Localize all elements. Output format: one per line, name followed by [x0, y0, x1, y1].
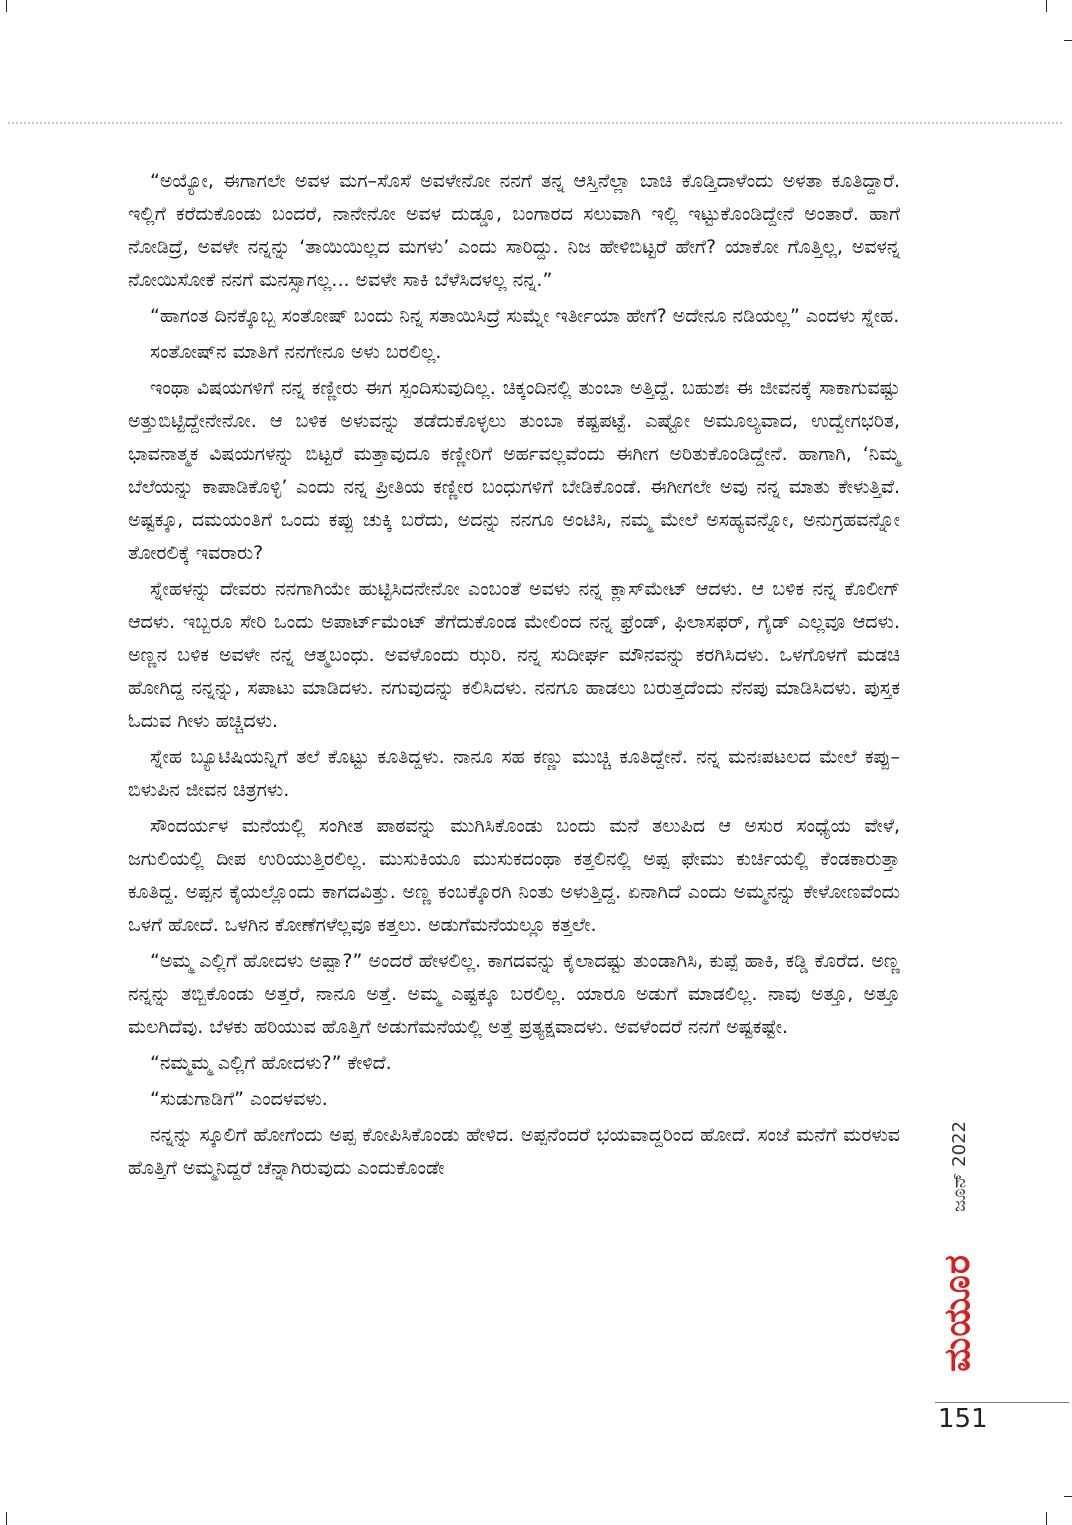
- article-body: [128, 165, 900, 1188]
- header-dotted-rule: [8, 122, 1062, 124]
- issue-date-text: ಜೂನ್ 2022: [948, 1120, 970, 1212]
- crop-mark-top-left: [6, 0, 7, 12]
- crop-mark-right-lower: [1064, 1496, 1072, 1497]
- paragraph-6: ಸ್ನೇಹ ಬ್ಯೂಟಿಷಿಯನ್ನಿಗೆ ತಲೆ ಕೊಟ್ಟು ಕೂತಿದ್ದಳು. ನಾನೂ ಸಹ ಕಣ್ಣು ಮುಚ್ಚಿ ಕೂತಿದ್ದೇನೆ. ನನ್ನ ಮನಃಪಟಲದ ಮೇಲೆ ಕಪ್ಪು–ಬಿಳುಪಿನ ಜೀವನ ಚಿತ್ರಗಳು.: [128, 746, 900, 801]
- magazine-logo: [935, 1225, 981, 1400]
- crop-mark-right-upper: [1064, 40, 1072, 41]
- paragraph-5: ಸ್ನೇಹಳನ್ನು ದೇವರು ನನಗಾಗಿಯೇ ಹುಟ್ಟಿಸಿದನೇನೋ ಎಂಬಂತೆ ಅವಳು ನನ್ನ ಕ್ಲಾಸ್‌ಮೇಟ್ ಆದಳು. ಆ ಬಳಿಕ ನನ್ನ ಕೊಲೀಗ್ ಆದಳು. ಇಬ್ಬರೂ ಸೇರಿ ಒಂದು ಅಪಾರ್ಟ್‌ಮೆಂಟ್ ತೆಗೆದುಕೊಂಡ ಮೇಲಿಂದ ನನ್ನ ಫ್ರೆಂಡ್, ಫಿಲಾಸಫರ್, ಗೈಡ್ ಎಲ್ಲವೂ ಆದಳು. ಅಣ್ಣನ ಬಳಿಕ ಅವಳೇ ನನ್ನ ಆತ್ಮಬಂಧು. ಅವಳೊಂದು ಝರಿ. ನನ್ನ ಸುದೀರ್ಘ ಮೌನವನ್ನು ಕರಗಿಸಿದಳು. ಒಳಗೊಳಗೆ ಮಡಚಿ ಹೋಗಿದ್ದ ನನ್ನನ್ನು, ಸಪಾಟು ಮಾಡಿದಳು. ನಗುವುದನ್ನು ಕಲಿಸಿದಳು. ನನಗೂ ಹಾಡಲು ಬರುತ್ತದೆಂದು ನೆನಪು ಮಾಡಿಸಿದಳು. ಪುಸ್ತಕ ಓದುವ ಗೀಳು ಹಚ್ಚಿದಳು.: [128, 578, 900, 732]
- paragraph-10: “ಸುಡುಗಾಡಿಗೆ” ಎಂದಳವಳು.: [150, 1088, 328, 1110]
- crop-mark-bottom-right: [1046, 1512, 1047, 1525]
- paragraph-8: “ಅಮ್ಮ ಎಲ್ಲಿಗೆ ಹೋದಳು ಅಪ್ಪಾ?” ಅಂದರೆ ಹೇಳಲಿಲ್ಲ. ಕಾಗದವನ್ನು ಕೈಲಾದಷ್ಟು ತುಂಡಾಗಿಸಿ, ಕುಪ್ಪೆ ಹಾಕಿ, ಕಡ್ಡಿ ಕೊರೆದ. ಅಣ್ಣ ನನ್ನನ್ನು ತಬ್ಬಿಕೊಂಡು ಅತ್ತರೆ, ನಾನೂ ಅತ್ತೆ. ಅಮ್ಮ ಎಷ್ಟಕ್ಕೂ ಬರಲಿಲ್ಲ. ಯಾರೂ ಅಡುಗೆ ಮಾಡಲಿಲ್ಲ. ನಾವು ಅತ್ತೂ, ಅತ್ತೂ ಮಲಗಿದೆವು. ಬೆಳಕು ಹರಿಯುವ ಹೊತ್ತಿಗೆ ಅಡುಗೆಮನೆಯಲ್ಲಿ ಅತ್ತೆ ಪ್ರತ್ಯಕ್ಷವಾದಳು. ಅವಳೆಂದರೆ ನನಗೆ ಅಷ್ಟಕಷ್ಟೇ.: [128, 950, 900, 1038]
- paragraph-3: ಸಂತೋಷ್‌ನ ಮಾತಿಗೆ ನನಗೇನೂ ಅಳು ಬರಲಿಲ್ಲ.: [150, 341, 442, 363]
- paragraph-11: ನನ್ನನ್ನು ಸ್ಕೂಲಿಗೆ ಹೋಗೆಂದು ಅಪ್ಪ ಕೋಪಿಸಿಕೊಂಡು ಹೇಳಿದ. ಅಪ್ಪನೆಂದರೆ ಭಯವಾದ್ದರಿಂದ ಹೋದೆ. ಸಂಜೆ ಮನೆಗೆ ಮರಳುವ ಹೊತ್ತಿಗೆ ಅಮ್ಮನಿದ್ದರೆ ಚೆನ್ನಾಗಿರುವುದು ಎಂದುಕೊಂಡೇ: [128, 1124, 900, 1179]
- issue-date: [947, 1116, 971, 1216]
- paragraph-2: “ಹಾಗಂತ ದಿನಕ್ಕೊಬ್ಬ ಸಂತೋಷ್ ಬಂದು ನಿನ್ನ ಸತಾಯಿಸಿದ್ರೆ ಸುಮ್ನೇ ಇರ್ತೀಯಾ ಹೇಗೆ? ಅದೇನೂ ನಡಿಯಲ್ಲ” ಎಂದಳು ಸ್ನೇಹ.: [150, 305, 900, 327]
- page-number-rule: [935, 1402, 1069, 1403]
- page-number: 151: [938, 1404, 988, 1434]
- crop-mark-bottom-left: [6, 1512, 7, 1525]
- paragraph-1: “ಅಯ್ಯೋ, ಈಗಾಗಲೇ ಅವಳ ಮಗ–ಸೊಸೆ ಅವಳೇನೋ ನನಗೆ ತನ್ನ ಆಸ್ತಿನೆಲ್ಲಾ ಬಾಚಿ ಕೊಡ್ತಿದಾಳೆಂದು ಅಳತಾ ಕೂತಿದ್ದಾರೆ. ಇಲ್ಲಿಗೆ ಕರೆದುಕೊಂಡು ಬಂದರೆ, ನಾನೇನೋ ಅವಳ ದುಡ್ಡೂ, ಬಂಗಾರದ ಸಲುವಾಗಿ ಇಲ್ಲಿ ಇಟ್ಟುಕೊಂಡಿದ್ದೇನೆ ಅಂತಾರೆ. ಹಾಗೆ ನೋಡಿದ್ರೆ, ಅವಳೇ ನನ್ನನ್ನು ‘ತಾಯಿಯಿಲ್ಲದ ಮಗಳು’ ಎಂದು ಸಾರಿದ್ದು. ನಿಜ ಹೇಳಿಬಿಟ್ಟರೆ ಹೇಗೆ? ಯಾಕೋ ಗೊತ್ತಿಲ್ಲ, ಅವಳನ್ನ ನೋಯಿಸೋಕೆ ನನಗೆ ಮನಸ್ಸಾಗಲ್ಲ... ಅವಳೇ ಸಾಕಿ ಬೆಳೆಸಿದಳಲ್ಲ ನನ್ನ.”: [128, 170, 900, 291]
- crop-mark-top-right: [1046, 0, 1047, 12]
- paragraph-7: ಸೌಂದರ್ಯಳ ಮನೆಯಲ್ಲಿ ಸಂಗೀತ ಪಾಠವನ್ನು ಮುಗಿಸಿಕೊಂಡು ಬಂದು ಮನೆ ತಲುಪಿದ ಆ ಅಸುರ ಸಂಧ್ಯೆಯ ವೇಳೆ, ಜಗುಲಿಯಲ್ಲಿ ದೀಪ ಉರಿಯುತ್ತಿರಲಿಲ್ಲ. ಮುಸುಕಿಯೂ ಮುಸುಕದಂಥಾ ಕತ್ತಲಿನಲ್ಲಿ ಅಪ್ಪ ಫೇಮು ಕುರ್ಚಿಯಲ್ಲಿ ಕೆಂಡಕಾರುತ್ತಾ ಕೂತಿದ್ದ. ಅಪ್ಪನ ಕೈಯಲ್ಲೊಂದು ಕಾಗದವಿತ್ತು. ಅಣ್ಣ ಕಂಬಕ್ಕೊರಗಿ ನಿಂತು ಅಳುತ್ತಿದ್ದ. ಏನಾಗಿದೆ ಎಂದು ಅಮ್ಮನನ್ನು ಕೇಳೋಣವೆಂದು ಒಳಗೆ ಹೋದೆ. ಒಳಗಿನ ಕೋಣೆಗಳೆಲ್ಲವೂ ಕತ್ತಲು. ಅಡುಗೆಮನೆಯಲ್ಲೂ ಕತ್ತಲೇ.: [128, 815, 900, 936]
- magazine-logo-text: ಮಯೂರ: [937, 1253, 978, 1372]
- paragraph-4: ಇಂಥಾ ವಿಷಯಗಳಿಗೆ ನನ್ನ ಕಣ್ಣೀರು ಈಗ ಸ್ಪಂದಿಸುವುದಿಲ್ಲ. ಚಿಕ್ಕಂದಿನಲ್ಲಿ ತುಂಬಾ ಅತ್ತಿದ್ದೆ. ಬಹುಶಃ ಈ ಜೀವನಕ್ಕೆ ಸಾಕಾಗುವಷ್ಟು ಅತ್ತುಬಿಟ್ಟಿದ್ದೇನೇನೋ. ಆ ಬಳಿಕ ಅಳುವನ್ನು ತಡೆದುಕೊಳ್ಳಲು ತುಂಬಾ ಕಷ್ಟಪಟ್ಟೆ. ಎಷ್ಟೋ ಅಮೂಲ್ಯವಾದ, ಉದ್ವೇಗಭರಿತ, ಭಾವನಾತ್ಮಕ ವಿಷಯಗಳನ್ನು ಬಿಟ್ಟರೆ ಮತ್ತಾವುದೂ ಕಣ್ಣೀರಿಗೆ ಅರ್ಹವಲ್ಲವೆಂದು ಈಗೀಗ ಅರಿತುಕೊಂಡಿದ್ದೇನೆ. ಹಾಗಾಗಿ, ‘ನಿಮ್ಮ ಬೆಲೆಯನ್ನು ಕಾಪಾಡಿಕೊಳ್ಳಿ’ ಎಂದು ನನ್ನ ಪ್ರೀತಿಯ ಕಣ್ಣೀರ ಬಂಧುಗಳಿಗೆ ಬೇಡಿಕೊಂಡೆ. ಈಗೀಗಲೇ ಅವು ನನ್ನ ಮಾತು ಕೇಳುತ್ತಿವೆ. ಅಷ್ಟಕ್ಕೂ, ದಮಯಂತಿಗೆ ಒಂದು ಕಪ್ಪು ಚುಕ್ಕಿ ಬರೆದು, ಅದನ್ನು ನನಗೂ ಅಂಟಿಸಿ, ನಮ್ಮ ಮೇಲೆ ಅಸಹ್ಯವನ್ನೋ, ಅನುಗ್ರಹವನ್ನೋ ತೋರಲಿಕ್ಕೆ ಇವರಾರು?: [128, 377, 900, 564]
- paragraph-9: “ನಮ್ಮಮ್ಮ ಎಲ್ಲಿಗೆ ಹೋದಳು?” ಕೇಳಿದೆ.: [150, 1052, 392, 1074]
